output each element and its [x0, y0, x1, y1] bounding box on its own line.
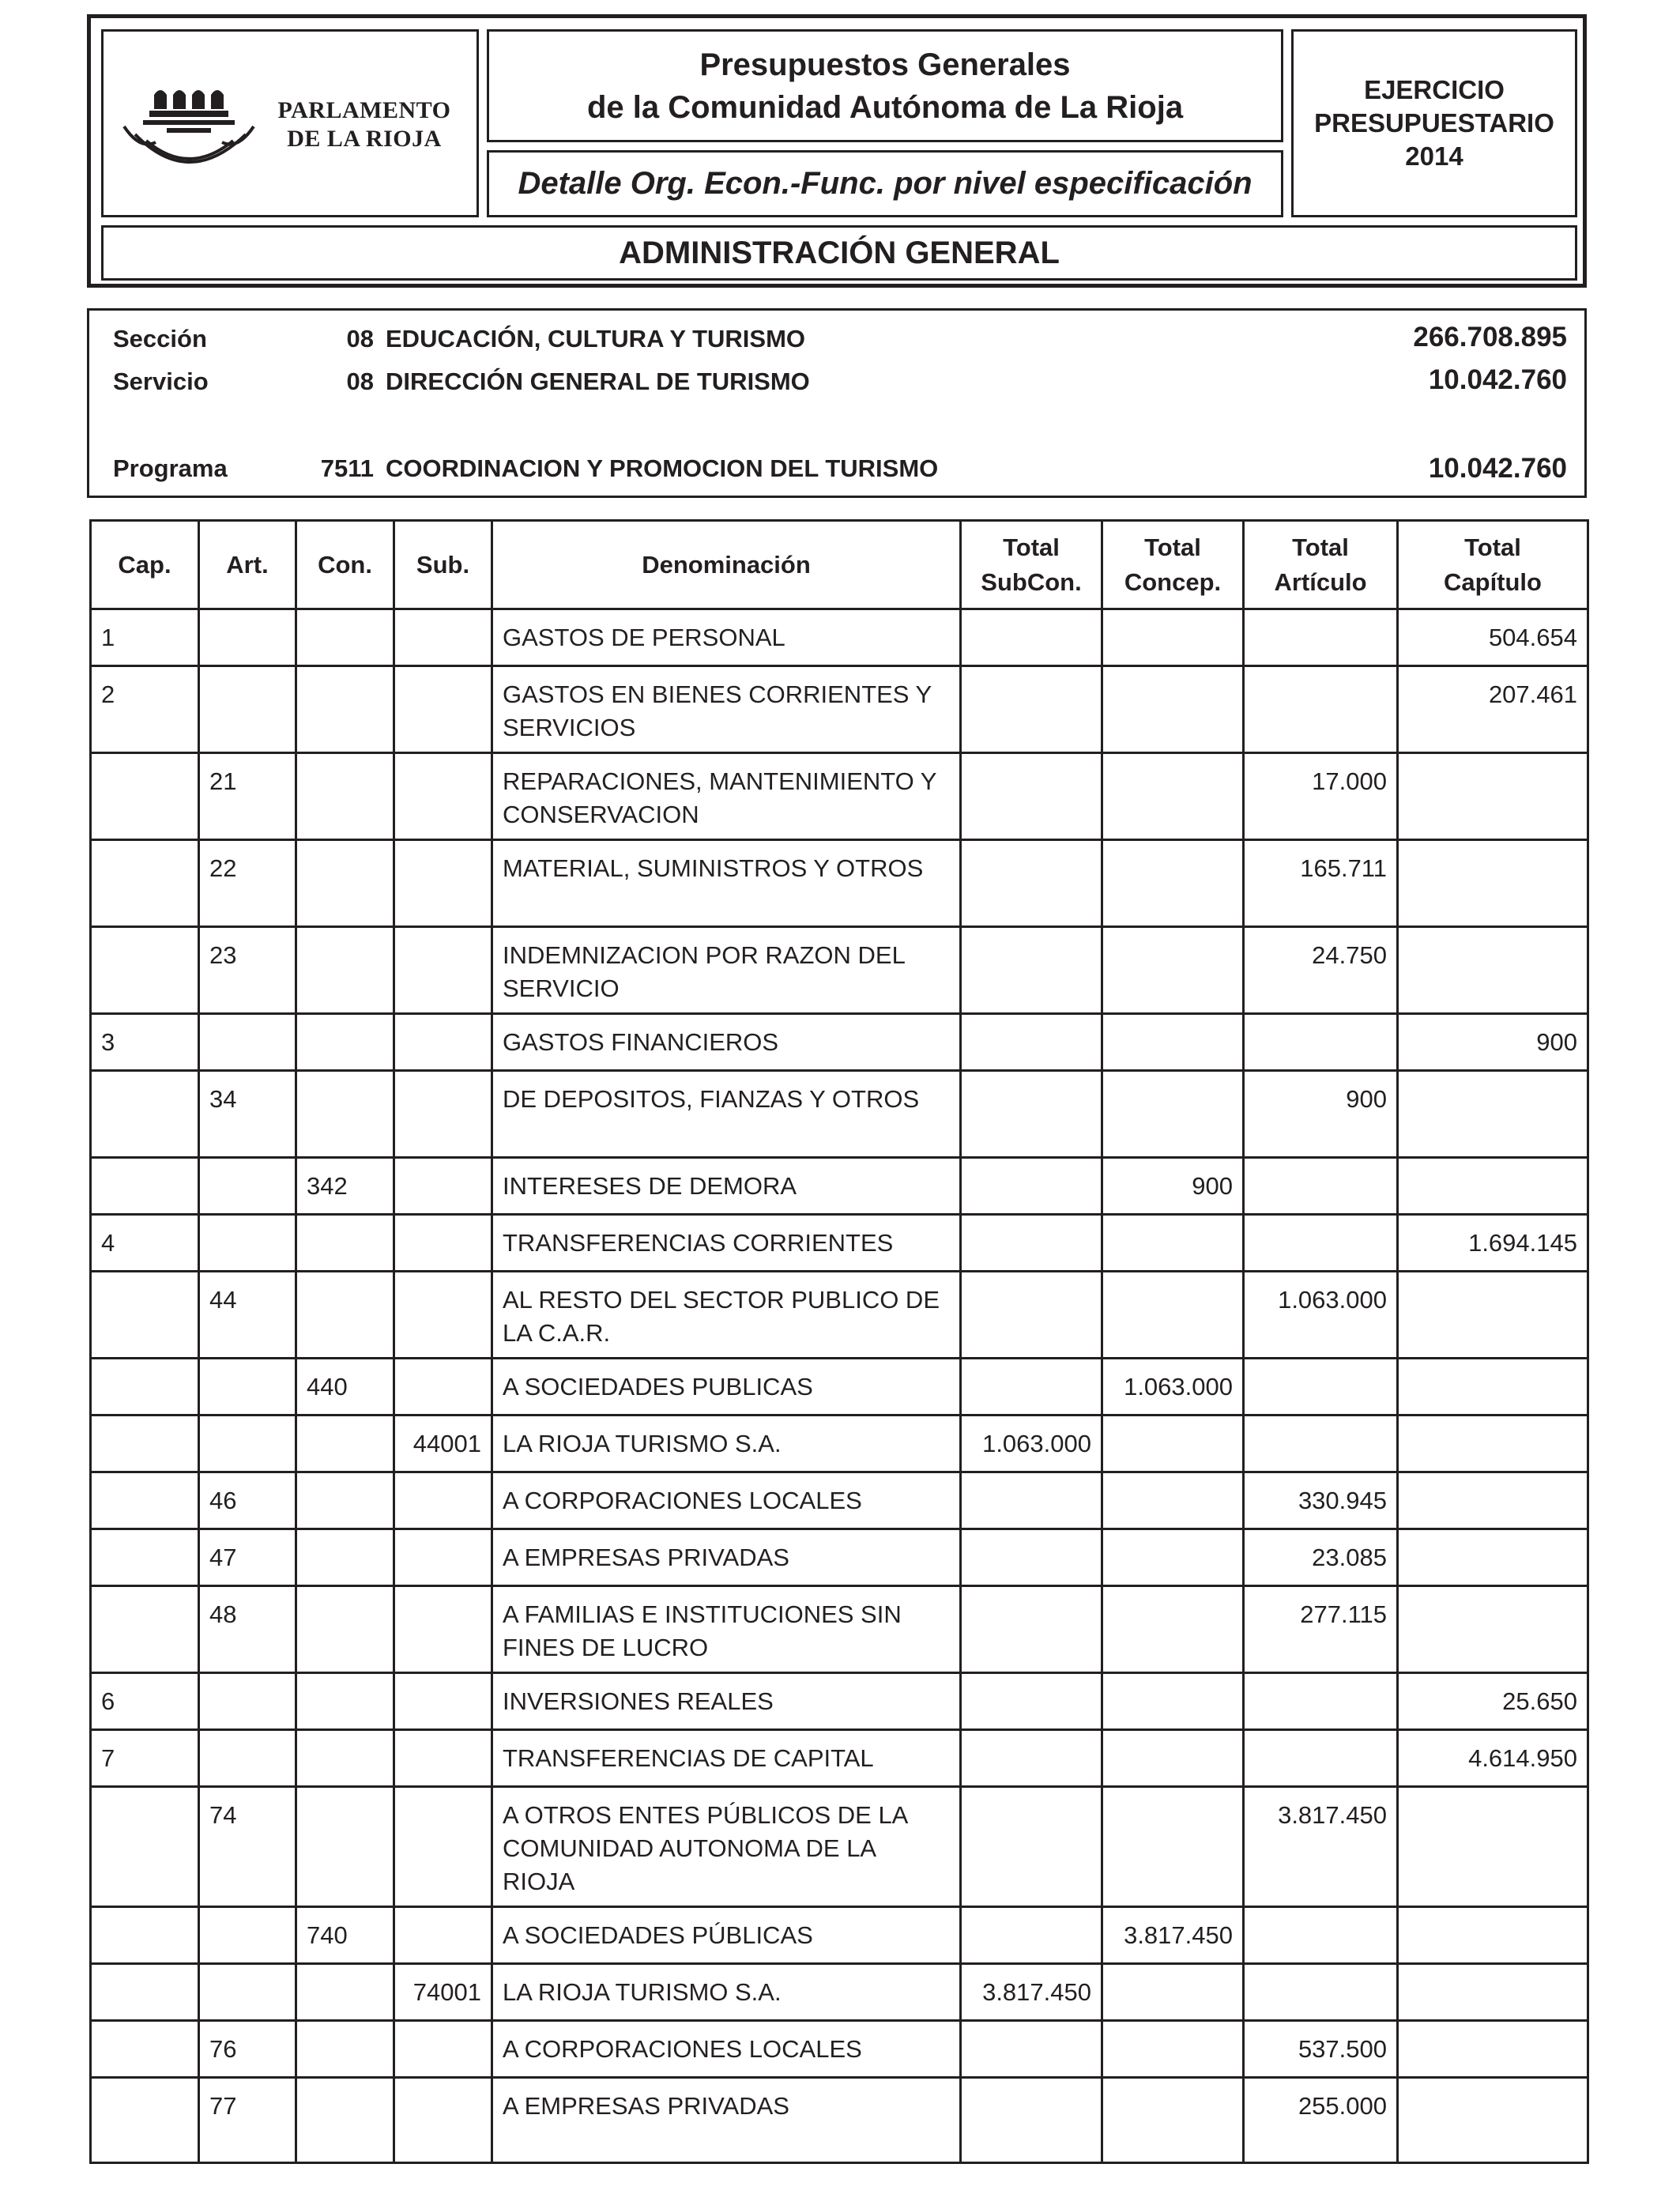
cell-concep	[1102, 1014, 1244, 1071]
cell-den: TRANSFERENCIAS CORRIENTES	[492, 1215, 961, 1272]
cell-capitulo	[1398, 840, 1588, 927]
cell-sub	[394, 1787, 492, 1907]
cell-capitulo: 1.694.145	[1398, 1215, 1588, 1272]
header-total-capitulo-line2: Capítulo	[1444, 567, 1542, 596]
cell-subcon	[961, 2021, 1102, 2078]
table-row	[91, 753, 1588, 840]
seccion-name: EDUCACIÓN, CULTURA Y TURISMO	[386, 325, 806, 352]
programa-amount: 10.042.760	[1428, 453, 1567, 484]
cell-art: 46	[199, 1472, 296, 1529]
cell-sub	[394, 1071, 492, 1158]
cell-capitulo: 25.650	[1398, 1673, 1588, 1730]
cell-con	[296, 840, 394, 927]
cell-sub	[394, 1158, 492, 1215]
servicio-amount: 10.042.760	[1428, 364, 1567, 395]
cell-con	[296, 1673, 394, 1730]
header-total-articulo-line1: Total	[1292, 533, 1349, 561]
cell-con	[296, 1071, 394, 1158]
ejercicio-line-1: EJERCICIO	[1364, 75, 1505, 104]
cell-subcon	[961, 1014, 1102, 1071]
cell-capitulo: 207.461	[1398, 666, 1588, 753]
header-total-concep-line2: Concep.	[1124, 567, 1222, 596]
cell-con: 342	[296, 1158, 394, 1215]
logo-line-2: DE LA RIOJA	[287, 126, 442, 152]
cell-capitulo: 504.654	[1398, 609, 1588, 666]
cell-den: A FAMILIAS E INSTITUCIONES SIN FINES DE LUCRO	[492, 1586, 961, 1673]
cell-articulo: 24.750	[1244, 927, 1398, 1014]
cell-art: 48	[199, 1586, 296, 1673]
table-row	[91, 2078, 1588, 2163]
table-row	[91, 1014, 1588, 1071]
cell-concep	[1102, 1964, 1244, 2021]
cell-subcon	[961, 1071, 1102, 1158]
cell-den: INVERSIONES REALES	[492, 1673, 961, 1730]
header-sub: Sub.	[394, 521, 492, 609]
cell-art: 22	[199, 840, 296, 927]
cell-cap	[91, 1964, 199, 2021]
cell-cap	[91, 2021, 199, 2078]
header-total-subcon-line1: Total	[1003, 533, 1060, 561]
cell-con	[296, 666, 394, 753]
header-total-subcon-line2: SubCon.	[981, 567, 1082, 596]
cell-art	[199, 1964, 296, 2021]
cell-sub	[394, 1529, 492, 1586]
table-row	[91, 1907, 1588, 1964]
cell-capitulo	[1398, 1529, 1588, 1586]
cell-subcon	[961, 753, 1102, 840]
cell-concep	[1102, 927, 1244, 1014]
cell-den: INTERESES DE DEMORA	[492, 1158, 961, 1215]
cell-articulo: 330.945	[1244, 1472, 1398, 1529]
cell-capitulo	[1398, 1272, 1588, 1359]
cell-sub	[394, 840, 492, 927]
cell-den: GASTOS FINANCIEROS	[492, 1014, 961, 1071]
cell-cap	[91, 1787, 199, 1907]
cell-den: A EMPRESAS PRIVADAS	[492, 2078, 961, 2163]
programa-code: 7511	[320, 454, 374, 482]
header-total-subcon	[961, 521, 1102, 609]
header-con: Con.	[296, 521, 394, 609]
cell-art	[199, 1359, 296, 1416]
cell-articulo	[1244, 1907, 1398, 1964]
cell-capitulo	[1398, 1359, 1588, 1416]
table-row	[91, 666, 1588, 753]
cell-den: A CORPORACIONES LOCALES	[492, 1472, 961, 1529]
table-row	[91, 1529, 1588, 1586]
cell-capitulo	[1398, 753, 1588, 840]
cell-cap	[91, 1586, 199, 1673]
cell-sub: 74001	[394, 1964, 492, 2021]
cell-den: TRANSFERENCIAS DE CAPITAL	[492, 1730, 961, 1787]
cell-sub	[394, 666, 492, 753]
table-row	[91, 2021, 1588, 2078]
cell-art	[199, 1416, 296, 1472]
cell-art	[199, 1158, 296, 1215]
programa-label: Programa	[113, 454, 228, 482]
table-row	[91, 609, 1588, 666]
cell-articulo: 537.500	[1244, 2021, 1398, 2078]
cell-subcon	[961, 1787, 1102, 1907]
cell-den: A SOCIEDADES PÚBLICAS	[492, 1907, 961, 1964]
cell-concep	[1102, 2021, 1244, 2078]
admin-banner	[101, 225, 1577, 281]
cell-concep	[1102, 1529, 1244, 1586]
servicio-name: DIRECCIÓN GENERAL DE TURISMO	[386, 368, 810, 395]
detail-subtitle	[487, 150, 1283, 217]
cell-cap	[91, 753, 199, 840]
cell-subcon: 3.817.450	[961, 1964, 1102, 2021]
cell-art	[199, 609, 296, 666]
header-art: Art.	[199, 521, 296, 609]
seccion-code: 08	[346, 325, 374, 352]
cell-sub	[394, 1586, 492, 1673]
cell-con: 740	[296, 1907, 394, 1964]
cell-capitulo	[1398, 1158, 1588, 1215]
document-title	[487, 29, 1283, 142]
cell-art: 76	[199, 2021, 296, 2078]
cell-concep	[1102, 1215, 1244, 1272]
servicio-code: 08	[346, 368, 374, 395]
header-cap: Cap.	[91, 521, 199, 609]
cell-subcon	[961, 1586, 1102, 1673]
cell-con	[296, 1529, 394, 1586]
cell-sub	[394, 1472, 492, 1529]
table-row	[91, 1359, 1588, 1416]
document-header	[87, 14, 1587, 288]
cell-capitulo	[1398, 2078, 1588, 2163]
cell-sub	[394, 1730, 492, 1787]
table-row	[91, 927, 1588, 1014]
cell-cap: 7	[91, 1730, 199, 1787]
cell-den: LA RIOJA TURISMO S.A.	[492, 1416, 961, 1472]
cell-concep	[1102, 1586, 1244, 1673]
cell-capitulo: 900	[1398, 1014, 1588, 1071]
table-row	[91, 1964, 1588, 2021]
cell-subcon	[961, 1472, 1102, 1529]
cell-subcon	[961, 609, 1102, 666]
cell-cap	[91, 840, 199, 927]
cell-subcon: 1.063.000	[961, 1416, 1102, 1472]
cell-articulo: 165.711	[1244, 840, 1398, 927]
cell-concep	[1102, 1472, 1244, 1529]
cell-concep	[1102, 1673, 1244, 1730]
cell-cap	[91, 1907, 199, 1964]
cell-den: A CORPORACIONES LOCALES	[492, 2021, 961, 2078]
cell-sub: 44001	[394, 1416, 492, 1472]
cell-capitulo	[1398, 1964, 1588, 2021]
cell-subcon	[961, 1272, 1102, 1359]
cell-cap	[91, 1416, 199, 1472]
cell-art	[199, 1730, 296, 1787]
cell-subcon	[961, 666, 1102, 753]
cell-sub	[394, 927, 492, 1014]
cell-concep: 3.817.450	[1102, 1907, 1244, 1964]
header-total-concep	[1102, 521, 1244, 609]
cell-den: A SOCIEDADES PUBLICAS	[492, 1359, 961, 1416]
cell-den: INDEMNIZACION POR RAZON DEL SERVICIO	[492, 927, 961, 1014]
cell-sub	[394, 1014, 492, 1071]
cell-sub	[394, 753, 492, 840]
cell-capitulo	[1398, 1586, 1588, 1673]
logo-line-1: PARLAMENTO	[277, 97, 451, 123]
fiscal-year-box	[1291, 29, 1577, 217]
cell-subcon	[961, 1359, 1102, 1416]
cell-art: 23	[199, 927, 296, 1014]
cell-cap: 6	[91, 1673, 199, 1730]
header-total-capitulo	[1398, 521, 1588, 609]
cell-articulo	[1244, 1964, 1398, 2021]
cell-sub	[394, 2021, 492, 2078]
cell-capitulo	[1398, 927, 1588, 1014]
cell-den: A OTROS ENTES PÚBLICOS DE LA COMUNIDAD AUTONOMA DE LA RIOJA	[492, 1787, 961, 1907]
parliament-logo-icon	[119, 71, 269, 190]
cell-concep	[1102, 1272, 1244, 1359]
table-row	[91, 1673, 1588, 1730]
cell-sub	[394, 1907, 492, 1964]
cell-articulo: 900	[1244, 1071, 1398, 1158]
logo-wordmark	[269, 96, 459, 153]
section-summary	[87, 308, 1587, 498]
cell-subcon	[961, 2078, 1102, 2163]
cell-capitulo	[1398, 1071, 1588, 1158]
cell-cap	[91, 927, 199, 1014]
cell-con	[296, 1215, 394, 1272]
cell-con	[296, 753, 394, 840]
cell-concep: 1.063.000	[1102, 1359, 1244, 1416]
cell-art: 34	[199, 1071, 296, 1158]
cell-concep	[1102, 609, 1244, 666]
cell-sub	[394, 2078, 492, 2163]
cell-articulo	[1244, 1158, 1398, 1215]
cell-art: 47	[199, 1529, 296, 1586]
cell-den: MATERIAL, SUMINISTROS Y OTROS	[492, 840, 961, 927]
cell-con	[296, 927, 394, 1014]
seccion-amount: 266.708.895	[1413, 322, 1567, 352]
cell-cap	[91, 1472, 199, 1529]
cell-concep: 900	[1102, 1158, 1244, 1215]
cell-sub	[394, 609, 492, 666]
cell-subcon	[961, 1215, 1102, 1272]
header-total-articulo	[1244, 521, 1398, 609]
admin-text: ADMINISTRACIÓN GENERAL	[619, 235, 1060, 270]
cell-concep	[1102, 666, 1244, 753]
ejercicio-line-2: PRESUPUESTARIO	[1314, 108, 1554, 138]
cell-con: 440	[296, 1359, 394, 1416]
cell-cap	[91, 1158, 199, 1215]
cell-art: 44	[199, 1272, 296, 1359]
cell-concep	[1102, 1730, 1244, 1787]
cell-concep	[1102, 840, 1244, 927]
cell-con	[296, 1964, 394, 2021]
table-row	[91, 1215, 1588, 1272]
cell-subcon	[961, 1730, 1102, 1787]
cell-capitulo: 4.614.950	[1398, 1730, 1588, 1787]
cell-den: AL RESTO DEL SECTOR PUBLICO DE LA C.A.R.	[492, 1272, 961, 1359]
cell-sub	[394, 1272, 492, 1359]
cell-con	[296, 2021, 394, 2078]
cell-cap	[91, 1529, 199, 1586]
header-total-concep-line1: Total	[1144, 533, 1201, 561]
cell-con	[296, 1472, 394, 1529]
cell-con	[296, 609, 394, 666]
table-row	[91, 840, 1588, 927]
header-denominacion: Denominación	[492, 521, 961, 609]
table-row	[91, 1586, 1588, 1673]
table-row	[91, 1272, 1588, 1359]
cell-articulo: 17.000	[1244, 753, 1398, 840]
cell-articulo	[1244, 666, 1398, 753]
cell-cap: 4	[91, 1215, 199, 1272]
cell-cap	[91, 2078, 199, 2163]
cell-cap: 3	[91, 1014, 199, 1071]
cell-art	[199, 666, 296, 753]
cell-art: 77	[199, 2078, 296, 2163]
cell-art: 21	[199, 753, 296, 840]
title-line-2: de la Comunidad Autónoma de La Rioja	[586, 89, 1184, 125]
cell-capitulo	[1398, 1907, 1588, 1964]
cell-capitulo	[1398, 2021, 1588, 2078]
cell-den: GASTOS EN BIENES CORRIENTES Y SERVICIOS	[492, 666, 961, 753]
table-row	[91, 1472, 1588, 1529]
cell-concep	[1102, 1787, 1244, 1907]
cell-articulo	[1244, 1416, 1398, 1472]
cell-den: DE DEPOSITOS, FIANZAS Y OTROS	[492, 1071, 961, 1158]
cell-con	[296, 1272, 394, 1359]
cell-concep	[1102, 1071, 1244, 1158]
cell-articulo	[1244, 1014, 1398, 1071]
detail-text: Detalle Org. Econ.-Func. por nivel especificación	[518, 166, 1252, 201]
cell-den: A EMPRESAS PRIVADAS	[492, 1529, 961, 1586]
cell-capitulo	[1398, 1472, 1588, 1529]
cell-subcon	[961, 1907, 1102, 1964]
cell-sub	[394, 1215, 492, 1272]
logo-box	[101, 29, 479, 217]
cell-cap	[91, 1359, 199, 1416]
cell-con	[296, 1014, 394, 1071]
cell-articulo: 3.817.450	[1244, 1787, 1398, 1907]
cell-capitulo	[1398, 1416, 1588, 1472]
programa-name: COORDINACION Y PROMOCION DEL TURISMO	[386, 454, 939, 482]
cell-con	[296, 2078, 394, 2163]
cell-art	[199, 1014, 296, 1071]
cell-capitulo	[1398, 1787, 1588, 1907]
cell-articulo: 23.085	[1244, 1529, 1398, 1586]
table-header-row	[91, 521, 1588, 609]
cell-subcon	[961, 1158, 1102, 1215]
table-row	[91, 1071, 1588, 1158]
cell-con	[296, 1416, 394, 1472]
cell-concep	[1102, 1416, 1244, 1472]
title-line-1: Presupuestos Generales	[699, 47, 1071, 82]
seccion-label: Sección	[113, 325, 207, 352]
cell-articulo: 277.115	[1244, 1586, 1398, 1673]
table-row	[91, 1730, 1588, 1787]
cell-concep	[1102, 753, 1244, 840]
cell-subcon	[961, 840, 1102, 927]
cell-articulo: 255.000	[1244, 2078, 1398, 2163]
servicio-label: Servicio	[113, 368, 209, 395]
cell-art	[199, 1673, 296, 1730]
cell-den: REPARACIONES, MANTENIMIENTO Y CONSERVACION	[492, 753, 961, 840]
header-total-capitulo-line1: Total	[1464, 533, 1521, 561]
cell-con	[296, 1730, 394, 1787]
ejercicio-year: 2014	[1405, 141, 1463, 171]
cell-subcon	[961, 1673, 1102, 1730]
cell-con	[296, 1586, 394, 1673]
cell-articulo	[1244, 1359, 1398, 1416]
header-total-articulo-line2: Artículo	[1274, 567, 1367, 596]
cell-art: 74	[199, 1787, 296, 1907]
cell-sub	[394, 1359, 492, 1416]
cell-concep	[1102, 2078, 1244, 2163]
cell-articulo	[1244, 1730, 1398, 1787]
cell-cap: 2	[91, 666, 199, 753]
cell-art	[199, 1907, 296, 1964]
cell-den: LA RIOJA TURISMO S.A.	[492, 1964, 961, 2021]
budget-table	[89, 519, 1589, 2164]
cell-articulo: 1.063.000	[1244, 1272, 1398, 1359]
cell-articulo	[1244, 609, 1398, 666]
cell-articulo	[1244, 1215, 1398, 1272]
cell-cap: 1	[91, 609, 199, 666]
cell-articulo	[1244, 1673, 1398, 1730]
table-row	[91, 1158, 1588, 1215]
cell-sub	[394, 1673, 492, 1730]
cell-cap	[91, 1272, 199, 1359]
cell-subcon	[961, 1529, 1102, 1586]
table-row	[91, 1787, 1588, 1907]
cell-con	[296, 1787, 394, 1907]
cell-cap	[91, 1071, 199, 1158]
cell-art	[199, 1215, 296, 1272]
cell-subcon	[961, 927, 1102, 1014]
cell-den: GASTOS DE PERSONAL	[492, 609, 961, 666]
table-row	[91, 1416, 1588, 1472]
